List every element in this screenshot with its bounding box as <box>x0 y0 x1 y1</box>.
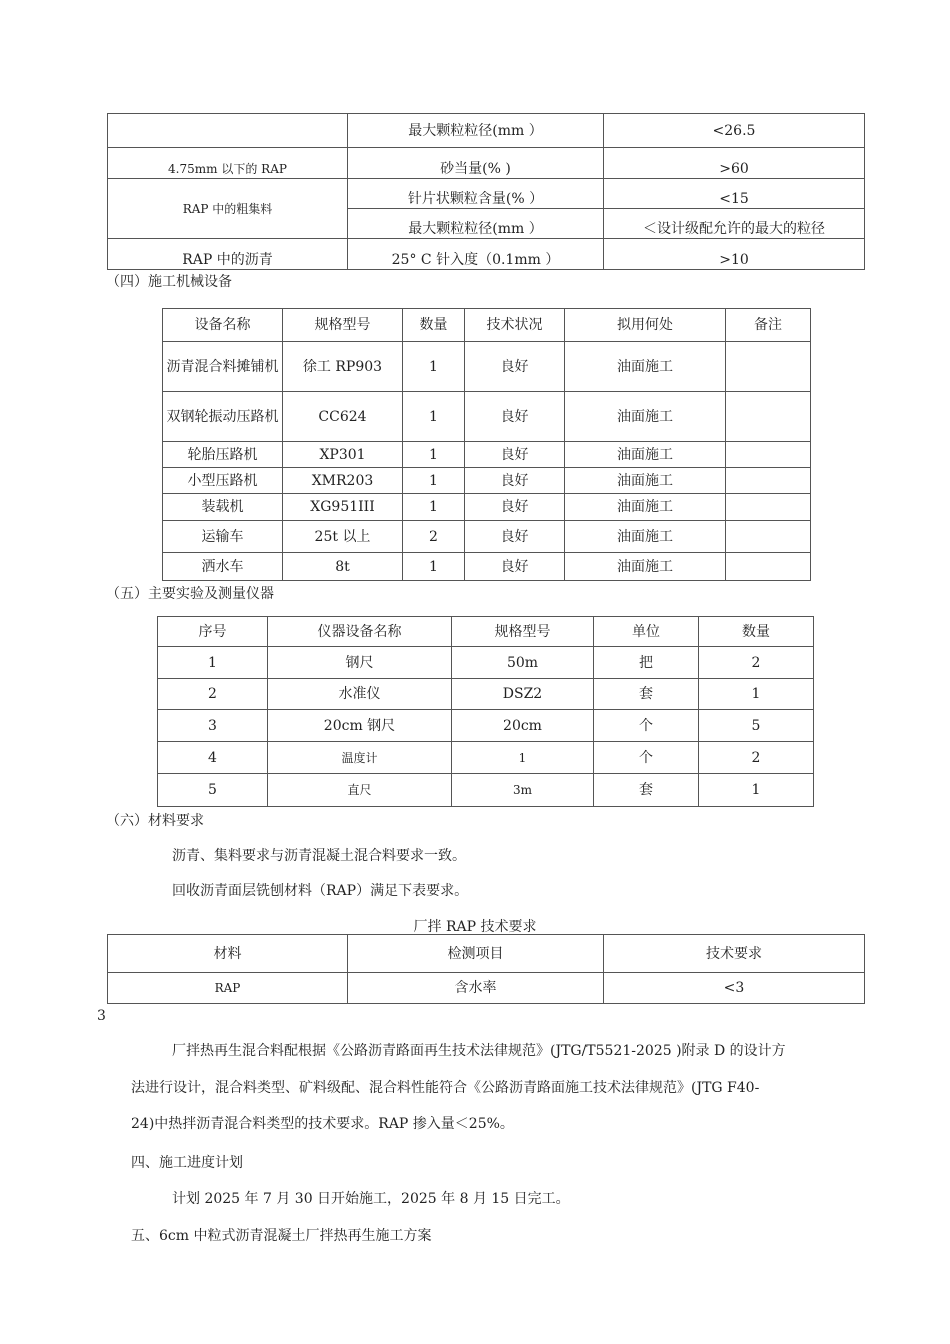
table-row <box>163 442 811 468</box>
section-heading: 五、6cm 中粒式沥青混凝土厂拌热再生施工方案 <box>131 1228 432 1244</box>
qty-cell: 2 <box>403 521 465 553</box>
header-cell: 检测项目 <box>348 935 604 973</box>
equipment-table <box>162 308 811 581</box>
table-row <box>108 973 865 1004</box>
paragraph: 计划 2025 年 7 月 30 日开始施工，2025 年 8 月 15 日完工。 <box>172 1191 570 1207</box>
model-cell: DSZ2 <box>452 679 594 710</box>
name-cell: 钢尺 <box>268 647 452 679</box>
rap-moisture-table <box>107 934 865 1004</box>
unit-cell: 套 <box>594 774 699 807</box>
qty-cell: 1 <box>403 342 465 392</box>
table-row <box>158 742 814 774</box>
model-cell: 1 <box>452 742 594 774</box>
table-row <box>163 392 811 442</box>
note-cell <box>726 468 811 494</box>
qty-cell: 2 <box>699 647 814 679</box>
header-cell: 技术状况 <box>465 309 565 342</box>
table-row <box>108 148 865 179</box>
table-row <box>108 239 865 270</box>
header-cell: 规格型号 <box>283 309 403 342</box>
table-header-row <box>163 309 811 342</box>
model-cell: 8t <box>283 553 403 581</box>
name-cell: 运输车 <box>163 521 283 553</box>
header-cell: 数量 <box>403 309 465 342</box>
header-cell: 材料 <box>108 935 348 973</box>
paragraph-line: 法进行设计，混合料类型、矿料级配、混合料性能符合《公路沥青路面施工技术法律规范》(JTG F40- <box>131 1080 760 1096</box>
note-cell <box>726 392 811 442</box>
status-cell: 良好 <box>465 553 565 581</box>
paragraph-line: 24)中热拌沥青混合料类型的技术要求。RAP 掺入量＜25%。 <box>131 1116 514 1132</box>
model-cell: XMR203 <box>283 468 403 494</box>
note-cell <box>726 553 811 581</box>
paragraph: 沥青、集料要求与沥青混凝土混合料要求一致。 <box>172 848 466 864</box>
status-cell: 良好 <box>465 468 565 494</box>
status-cell: 良好 <box>465 442 565 468</box>
table-row <box>163 553 811 581</box>
material-cell: 4.75mm 以下的 RAP <box>108 148 348 179</box>
qty-cell: 1 <box>699 679 814 710</box>
requirement-cell: <15 <box>604 179 865 209</box>
note-cell <box>726 521 811 553</box>
header-cell: 备注 <box>726 309 811 342</box>
qty-cell: 2 <box>699 742 814 774</box>
unit-cell: 套 <box>594 679 699 710</box>
requirement-cell: >10 <box>604 239 865 270</box>
header-cell: 拟用何处 <box>565 309 726 342</box>
qty-cell: 5 <box>699 710 814 742</box>
name-cell: 装载机 <box>163 494 283 521</box>
note-cell <box>726 494 811 521</box>
material-cell <box>108 114 348 148</box>
model-cell: 20cm <box>452 710 594 742</box>
use-cell: 油面施工 <box>565 342 726 392</box>
model-cell: 50m <box>452 647 594 679</box>
material-cell: RAP <box>108 973 348 1004</box>
name-cell: 温度计 <box>268 742 452 774</box>
header-cell: 规格型号 <box>452 617 594 647</box>
item-cell: 砂当量(% ) <box>348 148 604 179</box>
item-cell: 25° C 针入度（0.1mm ） <box>348 239 604 270</box>
table-row <box>108 179 865 209</box>
header-cell: 数量 <box>699 617 814 647</box>
paragraph: 回收沥青面层铣刨材料（RAP）满足下表要求。 <box>172 883 469 899</box>
status-cell: 良好 <box>465 342 565 392</box>
table-header-row <box>108 935 865 973</box>
model-cell: 徐工 RP903 <box>283 342 403 392</box>
header-cell: 单位 <box>594 617 699 647</box>
no-cell: 3 <box>158 710 268 742</box>
name-cell: 小型压路机 <box>163 468 283 494</box>
model-cell: XP301 <box>283 442 403 468</box>
table-row <box>163 342 811 392</box>
section-heading: （六）材料要求 <box>106 813 204 829</box>
use-cell: 油面施工 <box>565 392 726 442</box>
section-heading: 四、施工进度计划 <box>131 1155 243 1171</box>
unit-cell: 个 <box>594 710 699 742</box>
status-cell: 良好 <box>465 494 565 521</box>
header-cell: 序号 <box>158 617 268 647</box>
requirement-cell: ＜设计级配允许的最大的粒径 <box>604 209 865 239</box>
unit-cell: 个 <box>594 742 699 774</box>
use-cell: 油面施工 <box>565 553 726 581</box>
section-heading: （四）施工机械设备 <box>106 274 232 290</box>
table-row <box>158 647 814 679</box>
qty-cell: 1 <box>403 392 465 442</box>
header-cell: 设备名称 <box>163 309 283 342</box>
use-cell: 油面施工 <box>565 442 726 468</box>
model-cell: XG951III <box>283 494 403 521</box>
material-cell: RAP 中的沥青 <box>108 239 348 270</box>
table-row <box>158 679 814 710</box>
qty-cell: 1 <box>403 468 465 494</box>
status-cell: 良好 <box>465 521 565 553</box>
use-cell: 油面施工 <box>565 494 726 521</box>
header-cell: 仪器设备名称 <box>268 617 452 647</box>
model-cell: 25t 以上 <box>283 521 403 553</box>
table-row <box>163 468 811 494</box>
table-caption: 厂拌 RAP 技术要求 <box>413 919 537 935</box>
name-cell: 20cm 钢尺 <box>268 710 452 742</box>
no-cell: 2 <box>158 679 268 710</box>
header-cell: 技术要求 <box>604 935 865 973</box>
note-cell <box>726 442 811 468</box>
section-heading: （五）主要实验及测量仪器 <box>106 586 274 602</box>
name-cell: 洒水车 <box>163 553 283 581</box>
no-cell: 1 <box>158 647 268 679</box>
table-row <box>163 521 811 553</box>
name-cell: 轮胎压路机 <box>163 442 283 468</box>
table-row <box>163 494 811 521</box>
table-header-row <box>158 617 814 647</box>
name-cell: 沥青混合料摊铺机 <box>163 342 283 392</box>
table-row <box>158 774 814 807</box>
table-row <box>108 114 865 148</box>
name-cell: 水准仪 <box>268 679 452 710</box>
unit-cell: 把 <box>594 647 699 679</box>
requirement-cell: <26.5 <box>604 114 865 148</box>
item-cell: 含水率 <box>348 973 604 1004</box>
no-cell: 4 <box>158 742 268 774</box>
note-cell <box>726 342 811 392</box>
name-cell: 双钢轮振动压路机 <box>163 392 283 442</box>
qty-cell: 1 <box>699 774 814 807</box>
name-cell: 直尺 <box>268 774 452 807</box>
item-cell: 针片状颗粒含量(% ） <box>348 179 604 209</box>
material-cell: RAP 中的粗集料 <box>108 179 348 239</box>
item-cell: 最大颗粒粒径(mm ） <box>348 209 604 239</box>
item-number: 3 <box>97 1008 106 1024</box>
status-cell: 良好 <box>465 392 565 442</box>
model-cell: CC624 <box>283 392 403 442</box>
qty-cell: 1 <box>403 553 465 581</box>
paragraph-line: 厂拌热再生混合料配根据《公路沥青路面再生技术法律规范》(JTG/T5521-2025 )附录 D 的设计方 <box>172 1043 786 1059</box>
qty-cell: 1 <box>403 494 465 521</box>
use-cell: 油面施工 <box>565 468 726 494</box>
model-cell: 3m <box>452 774 594 807</box>
requirement-cell: >60 <box>604 148 865 179</box>
no-cell: 5 <box>158 774 268 807</box>
qty-cell: 1 <box>403 442 465 468</box>
table-row <box>158 710 814 742</box>
requirement-cell: <3 <box>604 973 865 1004</box>
use-cell: 油面施工 <box>565 521 726 553</box>
rap-requirement-table <box>107 113 865 270</box>
instrument-table <box>157 616 814 807</box>
item-cell: 最大颗粒粒径(mm ） <box>348 114 604 148</box>
